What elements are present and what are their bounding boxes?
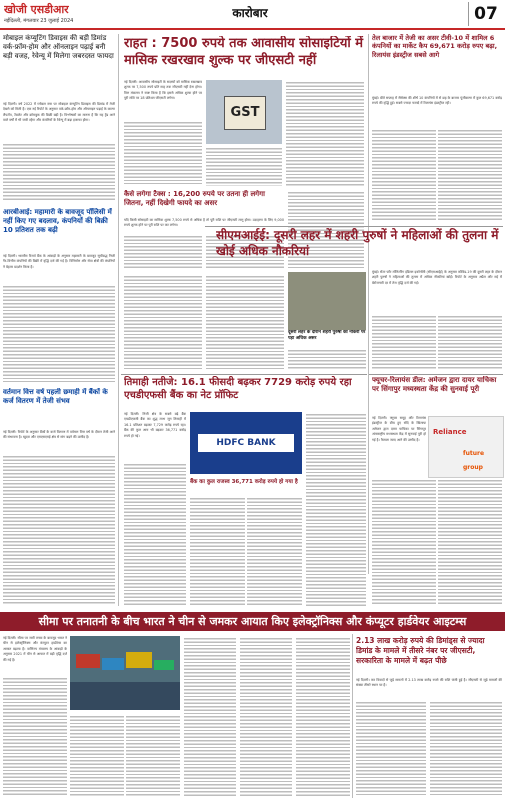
text-column xyxy=(3,142,115,202)
text-column xyxy=(438,314,502,370)
text-column xyxy=(3,284,115,382)
text-column xyxy=(124,274,202,370)
story-headline: तेल बाजार में तेजी का असर टीवी-10 में शामिल 6 कंपनियों का मार्केट कैप 69,671 करोड़ रुपए बढ़ा, रिलायंस इंडस्ट्रीज सबसे आगे xyxy=(372,34,498,59)
date-line: नईदिल्ली, मंगलवार 23 जुलाई 2024 xyxy=(4,18,74,24)
text-column xyxy=(296,636,350,796)
text-column xyxy=(372,478,436,606)
photo-caption: दूसरी लहर के दौरान शहरी पुरुषों की नौकरी पर पड़ा अधिक असर xyxy=(288,330,366,341)
story-body: यदि किसी सोसाइटी का मासिक शुल्क 7,500 रुपये से अधिक है तो पूरी राशि पर जीएसटी लागू होगा। उदाहरण के लिए 9,000 रुपये शुल्क होने पर पूरी राशि पर कर लगेगा। xyxy=(124,218,284,228)
text-column xyxy=(190,496,245,606)
text-column xyxy=(70,714,124,796)
text-column xyxy=(3,676,67,796)
text-column xyxy=(372,314,436,370)
text-column xyxy=(124,462,186,606)
story-headline: तिमाही नतीजे: 16.1 फीसदी बढ़कर 7729 करोड़ रुपये रहा एचडीएफसी बैंक का नेट प्रॉफिट xyxy=(124,377,352,401)
page-number: 07 xyxy=(468,2,503,26)
story-body: नई दिल्ली। कर विवादों से जुड़े मामलों में 2.13 लाख करोड़ रुपये की राशि फंसी हुई है। जीएसटी से जुड़े मामलों की संख्या तीसरे स्थान पर है। xyxy=(356,678,502,688)
text-column xyxy=(356,700,426,796)
story-body: नई दिल्ली। वर्ष 2022 में ग्लोबल स्तर पर मोबाइल कंप्यूटिंग डिवाइस की डिमांड में तेजी देखने को मिली है। एक नई रिपोर्ट के अनुसार वर्क-फ्रॉम-होम और ऑनलाइन पढ़ाई के कारण लैपटॉप, टैबलेट और क्रोमबुक की बिक्री बढ़ी है। विश्लेषकों का मानना है कि यह ट्रेंड आने वाले वर्षों में भी जारी रहेगा और कंपनियों के रेवेन्यू में बड़ा इजाफा होगा। xyxy=(3,102,115,123)
text-column xyxy=(184,636,236,796)
container-ship-photo xyxy=(70,636,180,710)
story-body: मुंबई। सेंटर फॉर मॉनिटरिंग इंडियन इकोनॉमी (सीएमआईई) के अनुसार कोविड-19 की दूसरी लहर के दौरान शहरी पुरुषों ने महिलाओं की तुलना में अधिक नौकरियां खोईं। रिपोर्ट के अनुसार अप्रैल और मई में बेरोजगारी दर में तेज वृद्धि दर्ज की गई। xyxy=(372,270,502,285)
future-group-logo: future group xyxy=(463,450,485,471)
text-column xyxy=(438,128,502,222)
pull-quote: बैंक का कुल राजस्व 36,771 करोड़ रुपये हो गया है xyxy=(190,479,298,485)
text-column xyxy=(247,496,302,606)
text-column xyxy=(240,636,292,796)
workers-photo xyxy=(288,272,366,330)
story-headline: आरबीआई: महामारी के बावजूद पॉलिसी में नहीं किए गए बदलाव, कंपनियों की बिक्री 10 प्रतिशत तक बढ़ी xyxy=(3,208,112,234)
story-body: मुंबई। बीते सप्ताह में सेंसेक्स की शीर्ष 10 कंपनियों में से छह के बाजार पूंजीकरण में कुल 69,671 करोड़ रुपये की वृद्धि हुई। सबसे ज्यादा फायदे में रिलायंस इंडस्ट्रीज रही। xyxy=(372,96,502,106)
column-divider xyxy=(368,34,370,574)
story-body: नई दिल्ली। आवासीय सोसाइटी के सदस्यों को मासिक रखरखाव शुल्क पर 7,500 रुपये प्रति माह तक जीएसटी नहीं देना होगा। वित्त मंत्रालय ने स्पष्ट किया है कि इससे अधिक शुल्क होने पर पूरी राशि पर 18 प्रतिशत जीएसटी लगेगा। xyxy=(124,80,202,101)
text-column xyxy=(3,454,115,604)
gst-text: GST xyxy=(224,96,266,130)
text-column xyxy=(306,412,366,606)
hdfc-photo xyxy=(190,412,302,474)
story-body: नई दिल्ली। सीमा पर जारी तनाव के बावजूद भारत ने चीन से इलेक्ट्रॉनिक्स और कंप्यूटर हार्डवेयर का आयात बढ़ाया है। वाणिज्य मंत्रालय के आंकड़ों के अनुसार 2021 में चीन से आयात में बड़ी वृद्धि दर्ज की गई है। xyxy=(3,636,67,662)
text-column xyxy=(286,80,364,186)
column-divider xyxy=(118,34,120,606)
story-headline: कैसे लगेगा टैक्स : 16,200 रुपये पर उतना ही लगेगा जितना, नहीं दिखेगी फायदे का असर xyxy=(124,190,265,208)
story-headline: सीएमआईई: दूसरी लहर में शहरी पुरुषों ने महिलाओं की तुलना में खोई अधिक नौकरियां xyxy=(216,228,499,258)
reliance-logo: Reliance xyxy=(433,428,467,436)
text-column xyxy=(206,146,282,186)
section-title: कारोबार xyxy=(232,6,268,20)
text-column xyxy=(124,234,202,270)
text-column xyxy=(430,700,502,796)
story-headline: फ्यूचर-रिलायंस डील: अमेजन द्वारा दायर याचिका पर सिंगापुर मध्यस्थता केंद्र की सुनवाई पूरी xyxy=(372,376,497,394)
gst-photo xyxy=(206,80,282,144)
text-column xyxy=(438,478,502,606)
text-column xyxy=(124,120,202,184)
story-body: नई दिल्ली। फ्यूचर समूह और रिलायंस इंडस्ट्रीज के बीच हुए सौदे के खिलाफ अमेजन द्वारा दायर याचिका पर सिंगापुर अंतरराष्ट्रीय मध्यस्थता केंद्र में सुनवाई पूरी हो गई है। फैसला जल्द आने की उम्मीद है। xyxy=(372,416,426,442)
story-body: नई दिल्ली। भारतीय रिजर्व बैंक के आंकड़ों के अनुसार महामारी के बावजूद सूचीबद्ध निजी गैर-वित्तीय कंपनियों की बिक्री में वृद्धि दर्ज की गई है। विनिर्माण और सेवा क्षेत्रों की कंपनियों ने बेहतर प्रदर्शन किया है। xyxy=(3,254,115,269)
story-body: नई दिल्ली। निजी क्षेत्र के सबसे बड़े बैंक एचडीएफसी बैंक का शुद्ध लाभ जून तिमाही में 16.1 प्रतिशत बढ़कर 7,729 करोड़ रुपये रहा। बैंक की कुल आय भी बढ़कर 36,771 करोड़ रुपये हो गई। xyxy=(124,412,186,438)
lead-headline: राहत : 7500 रुपये तक आवासीय सोसाइटियों में मासिक रखरखाव शुल्क पर जीएसटी नहीं xyxy=(124,36,364,68)
logos-photo xyxy=(428,416,504,478)
hdfc-bank-sign: HDFC BANK xyxy=(198,434,294,452)
text-column xyxy=(288,348,366,370)
story-headline: मोबाइल कंप्यूटिंग डिवाइस की बड़ी डिमांड वर्क-फ्रॉम-होम और ऑनलाइन पढ़ाई बनी बड़ी वजह, रेवेन्यू में मिलेगा जबरदस्त फायदा xyxy=(3,34,114,60)
story-body: नई दिल्ली। रिपोर्ट के अनुसार बैंकों के कर्ज वितरण में वर्तमान वित्त वर्ष के दौरान तेजी आने की संभावना है। खुदरा और एमएसएमई क्षेत्र से मांग बढ़ने की उम्मीद है। xyxy=(3,430,115,440)
story-headline: 2.13 लाख करोड़ रुपये की डिमांड्स से ज्यादा डिमांड के मामले में तीसरे नंबर पर जीएसटी, सरकारिता के मामले में बढ़त पीछे xyxy=(356,636,485,665)
text-column xyxy=(372,128,436,222)
story-headline: वर्तमान वित्त वर्ष पहली छमाही में बैंकों के कर्ज वितरण में तेजी संभव xyxy=(3,388,108,405)
column-divider xyxy=(352,634,354,798)
banner-headline: सीमा पर तनातनी के बीच भारत ने चीन से जमकर आयात किए इलेक्ट्रॉनिक्स और कंप्यूटर हार्डवेयर आइटम्स xyxy=(38,615,467,628)
text-column xyxy=(206,274,284,370)
newspaper-logo: खोजी एसडीआर xyxy=(4,3,69,16)
text-column xyxy=(126,714,180,796)
